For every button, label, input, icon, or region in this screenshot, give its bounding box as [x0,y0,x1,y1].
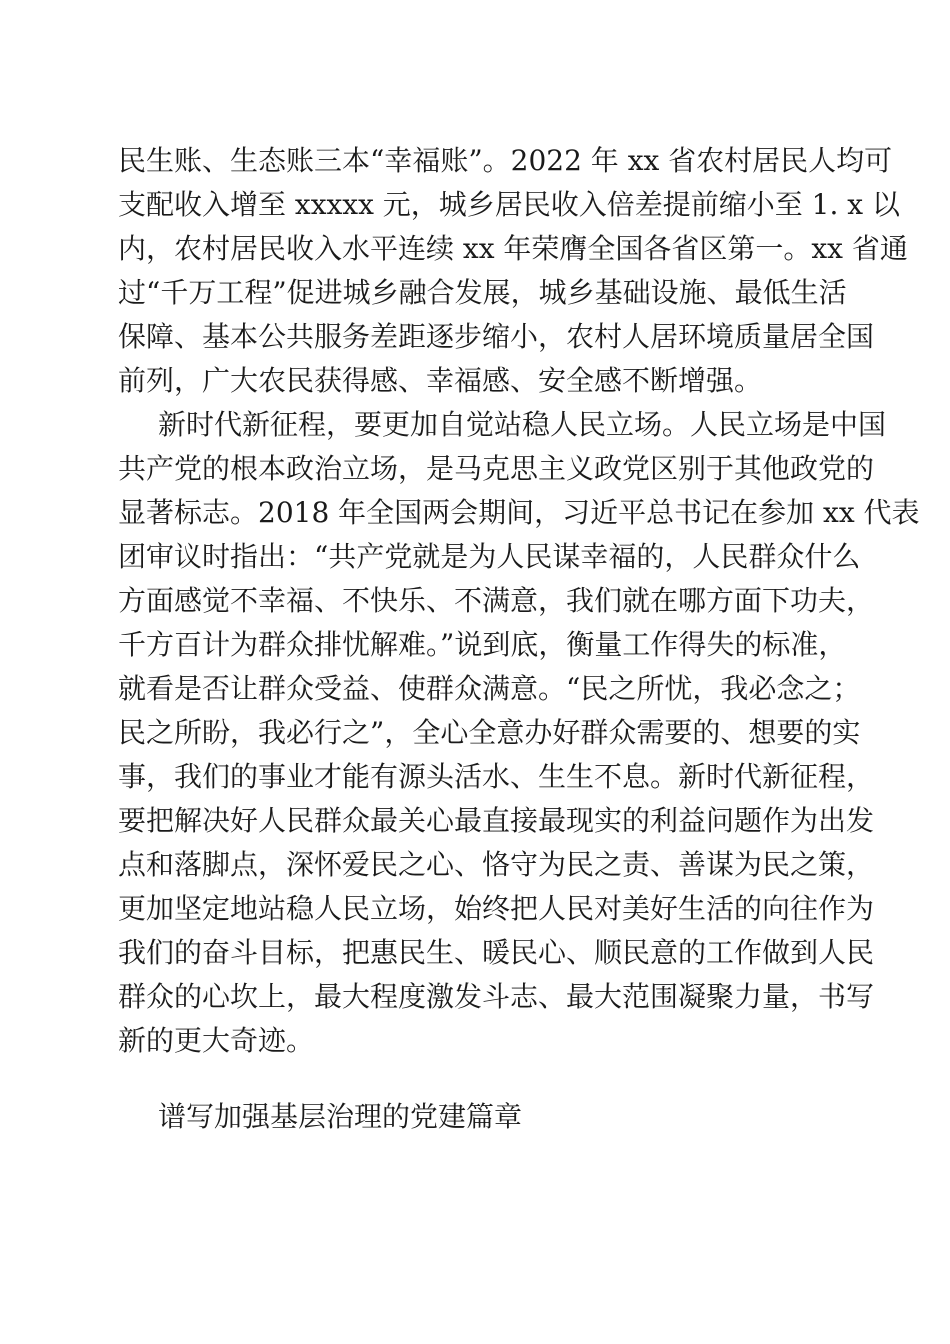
paragraph-1 [118,139,908,403]
paragraph-line: 民之所盼，我必行之”，全心全意办好群众需要的、想要的实 [118,716,861,749]
paragraph-line: 支配收入增至 xxxxx 元，城乡居民收入倍差提前缩小至 1. x 以 [118,188,900,221]
paragraph-line: 事，我们的事业才能有源头活水、生生不息。新时代新征程， [118,760,875,793]
paragraph-line: 新的更大奇迹。 [118,1024,315,1057]
paragraph-line: 新时代新征程，要更加自觉站稳人民立场。人民立场是中国 [158,408,887,441]
paragraph-line: 民生账、生态账三本“幸福账”。2022 年 xx 省农村居民人均可 [118,144,893,177]
paragraph-line: 前列，广大农民获得感、幸福感、安全感不断增强。 [118,364,763,397]
paragraph-line: 方面感觉不幸福、不快乐、不满意，我们就在哪方面下功夫， [118,584,875,617]
paragraph-line: 点和落脚点，深怀爱民之心、恪守为民之责、善谋为民之策， [118,848,875,881]
body-text [118,139,920,1063]
paragraph-line: 过“千万工程”促进城乡融合发展，城乡基础设施、最低生活 [118,276,847,309]
paragraph-line: 保障、基本公共服务差距逐步缩小，农村人居环境质量居全国 [118,320,875,353]
paragraph-line: 要把解决好人民群众最关心最直接最现实的利益问题作为出发 [118,804,875,837]
paragraph-line: 群众的心坎上，最大程度激发斗志、最大范围凝聚力量，书写 [118,980,875,1013]
paragraph-line: 更加坚定地站稳人民立场，始终把人民对美好生活的向往作为 [118,892,875,925]
paragraph-line: 显著标志。2018 年全国两会期间，习近平总书记在参加 xx 代表 [118,496,920,529]
paragraph-line: 千方百计为群众排忧解难。”说到底，衡量工作得失的标准， [118,628,847,661]
paragraph-line: 团审议时指出：“共产党就是为人民谋幸福的，人民群众什么 [118,540,861,573]
section-heading: 谱写加强基层治理的党建篇章 [158,1100,523,1133]
paragraph-line: 就看是否让群众受益、使群众满意。“民之所忧，我必念之； [118,672,861,705]
paragraph-line: 共产党的根本政治立场，是马克思主义政党区别于其他政党的 [118,452,875,485]
paragraph-line: 我们的奋斗目标，把惠民生、暖民心、顺民意的工作做到人民 [118,936,875,969]
paragraph-line: 内，农村居民收入水平连续 xx 年荣膺全国各省区第一。xx 省通 [118,232,908,265]
paragraph-2 [118,403,920,1063]
